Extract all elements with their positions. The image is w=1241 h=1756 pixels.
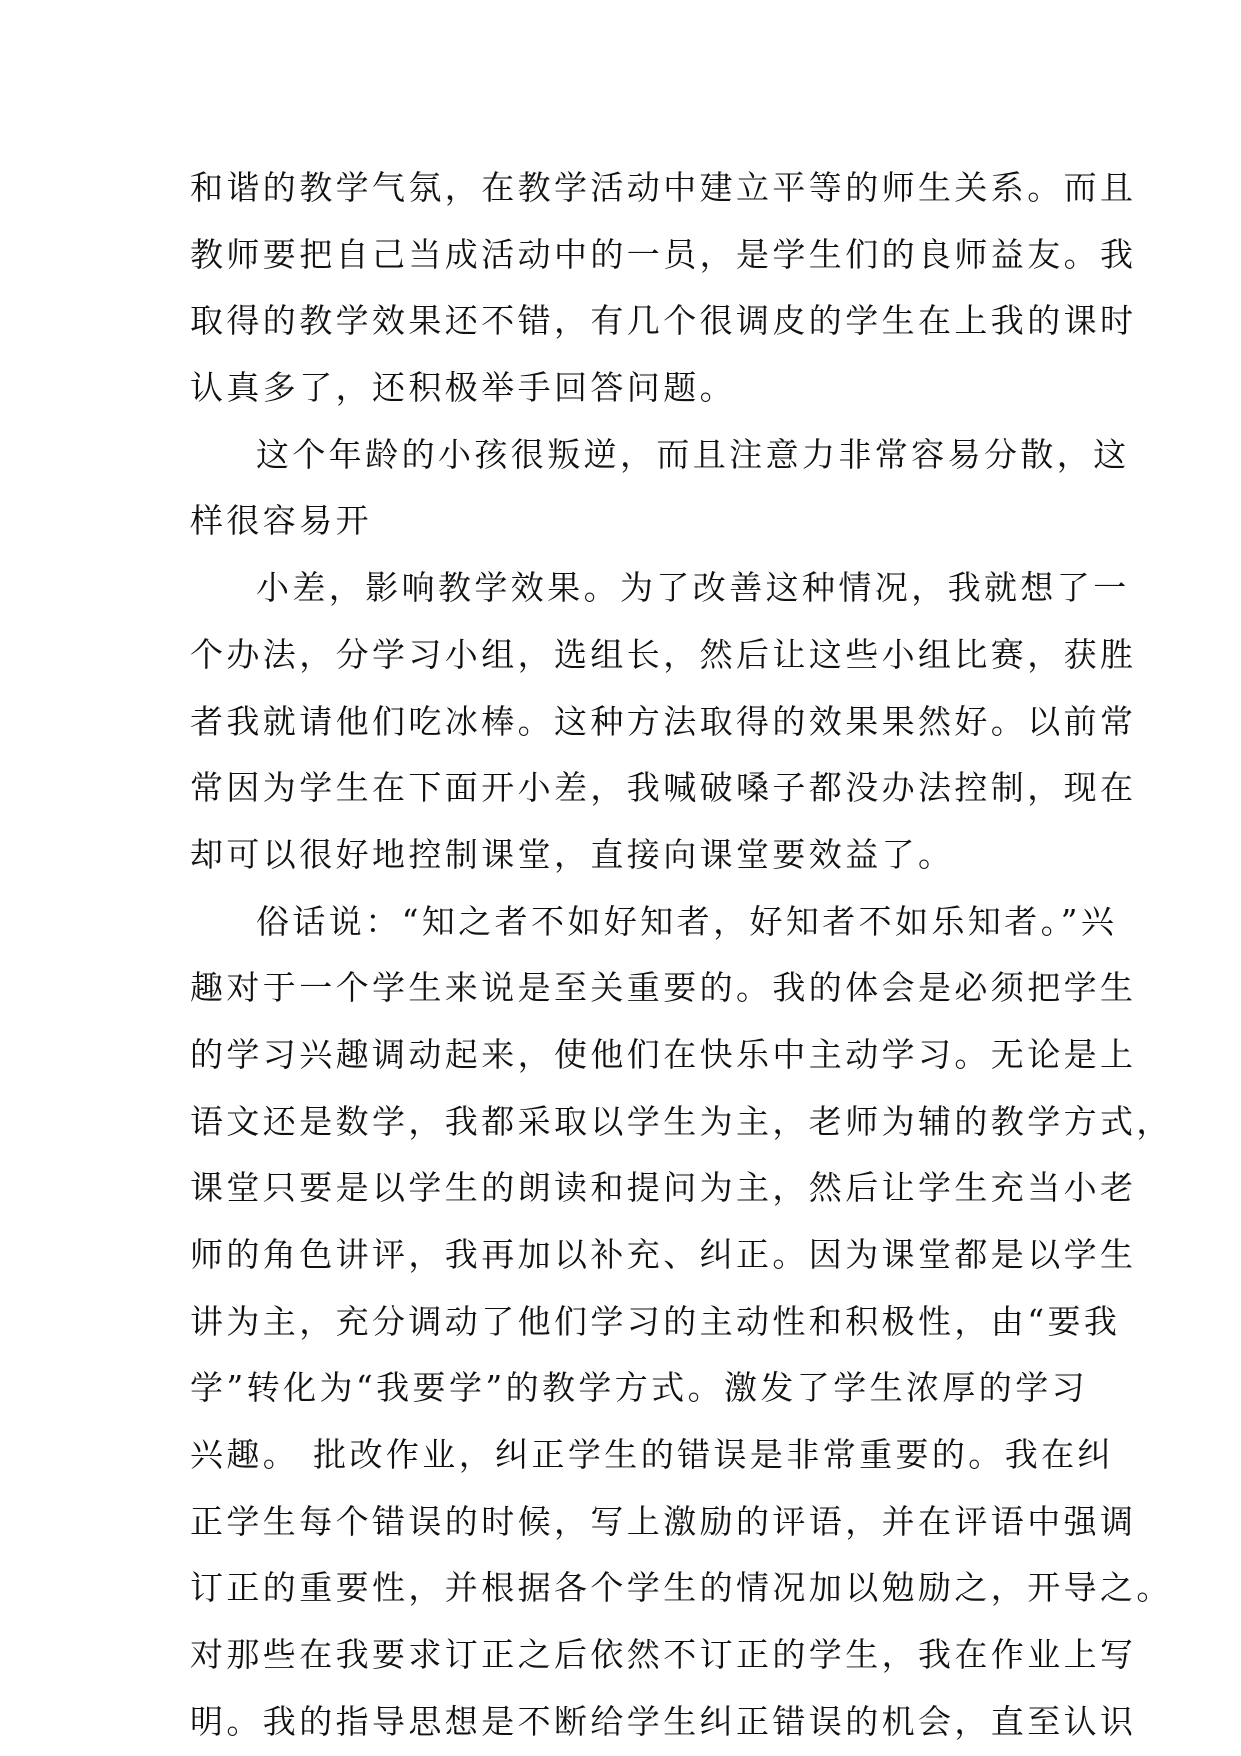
text-line: 趣对于一个学生来说是至关重要的。我的体会是必须把学生 [190, 968, 1137, 1008]
text-line: 讲为主，充分调动了他们学习的主动性和积极性，由“要我 [190, 1301, 1121, 1341]
text-line: 认真多了，还积极举手回答问题。 [190, 368, 736, 408]
text-line: 对那些在我要求订正之后依然不订正的学生，我在作业上写 [190, 1635, 1137, 1675]
text-line: 样很容易开 [190, 501, 372, 541]
text-line: 俗话说：“知之者不如好知者，好知者不如乐知者。”兴 [256, 901, 1118, 941]
text-line: 取得的教学效果还不错，有几个很调皮的学生在上我的课时 [190, 301, 1137, 341]
text-line: 正学生每个错误的时候，写上激励的评语，并在评语中强调 [190, 1501, 1137, 1541]
document-body [190, 155, 1173, 1756]
text-line: 课堂只要是以学生的朗读和提问为主，然后让学生充当小老 [190, 1168, 1137, 1208]
text-line: 明。我的指导思想是不断给学生纠正错误的机会，直至认识 [190, 1701, 1137, 1741]
text-line: 教师要把自己当成活动中的一员，是学生们的良师益友。我 [190, 234, 1137, 274]
text-line: 个办法，分学习小组，选组长，然后让这些小组比赛，获胜 [190, 634, 1137, 674]
text-line: 语文还是数学，我都采取以学生为主，老师为辅的教学方式， [190, 1101, 1173, 1141]
text-line: 订正的重要性，并根据各个学生的情况加以勉励之，开导之。 [190, 1568, 1173, 1608]
text-line: 常因为学生在下面开小差，我喊破嗓子都没办法控制，现在 [190, 768, 1137, 808]
text-line: 和谐的教学气氛，在教学活动中建立平等的师生关系。而且 [190, 168, 1137, 207]
text-line: 兴趣。 批改作业，纠正学生的错误是非常重要的。我在纠 [190, 1435, 1114, 1475]
text-line: 学”转化为“我要学”的教学方式。激发了学生浓厚的学习 [190, 1368, 1089, 1408]
text-line: 师的角色讲评，我再加以补充、纠正。因为课堂都是以学生 [190, 1235, 1137, 1274]
text-line: 这个年龄的小孩很叛逆，而且注意力非常容易分散，这 [256, 434, 1130, 474]
text-line: 小差，影响教学效果。为了改善这种情况，我就想了一 [256, 568, 1130, 608]
text-line: 的学习兴趣调动起来，使他们在快乐中主动学习。无论是上 [190, 1034, 1137, 1074]
text-line: 却可以很好地控制课堂，直接向课堂要效益了。 [190, 834, 955, 874]
text-line: 者我就请他们吃冰棒。这种方法取得的效果果然好。以前常 [190, 701, 1137, 741]
